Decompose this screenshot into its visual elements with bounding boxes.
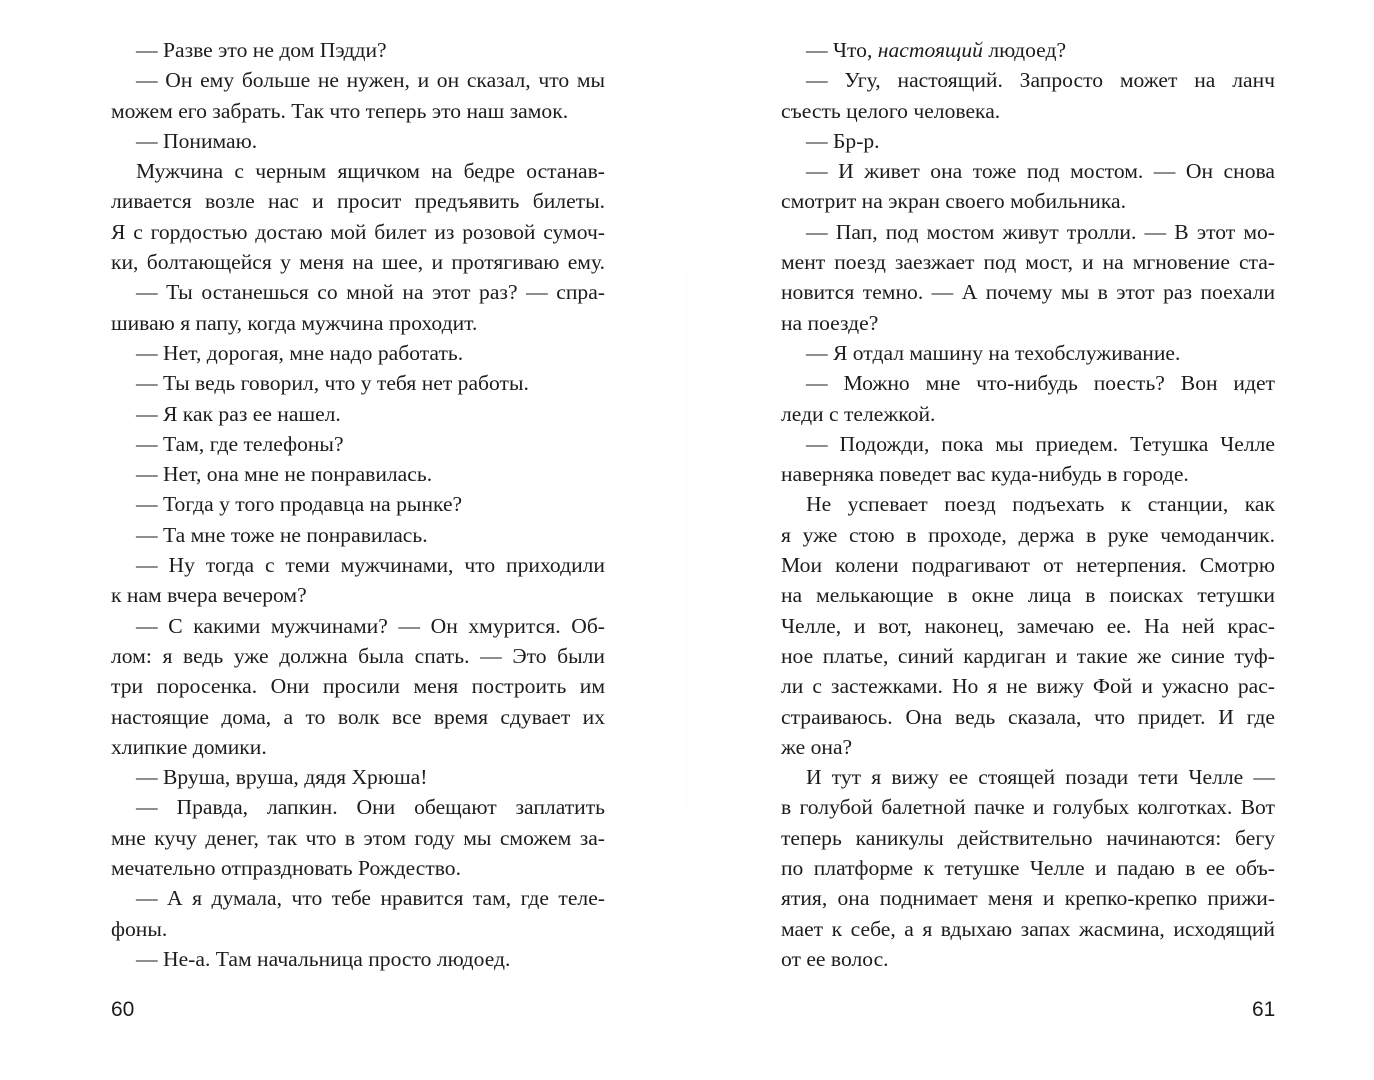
text-line: в голубой балетной пачке и голубых колготках. Вот xyxy=(781,795,1275,820)
text-line: настоящие дома, а то волк все время сдувает их xyxy=(111,704,605,729)
text-line: мечательно отпраздновать Рождество. xyxy=(111,856,462,881)
text-line: три поросенка. Они просили меня построить им xyxy=(111,674,605,699)
text-line xyxy=(781,35,1275,65)
text-line: — Разве это не дом Пэдди? xyxy=(136,38,387,62)
text-line: — Та мне тоже не понравилась. xyxy=(136,522,428,547)
text-line: шиваю я папу, когда мужчина проходит. xyxy=(111,310,478,335)
text-line: — Он ему больше не нужен, и он сказал, что мы xyxy=(136,68,605,93)
text-line: Я с гордостью достаю мой билет из розовой сумоч- xyxy=(111,219,605,244)
text-line: Мои колени подрагивают от нетерпения. Смотрю xyxy=(781,553,1275,578)
text-line: по платформе к тетушке Челле и падаю в ее объ- xyxy=(781,856,1275,881)
text-line: хлипкие домики. xyxy=(111,734,267,759)
text-line: мне кучу денег, так что в этом году мы сможем за- xyxy=(111,825,605,850)
text-line: Не успевает поезд подъехать к станции, как xyxy=(806,492,1275,517)
text-line: ное платье, синий кардиган и такие же синие туф- xyxy=(781,643,1275,668)
text-line: страиваюсь. Она ведь сказала, что придет. И где xyxy=(781,704,1275,729)
text-line: — Ну тогда с теми мужчинами, что приходили xyxy=(136,553,605,578)
text-line: — Пап, под мостом живут тролли. — В этот мо- xyxy=(806,219,1275,244)
text-line: — Я как раз ее нашел. xyxy=(136,401,341,426)
book-gutter xyxy=(686,0,687,1080)
text-line: Мужчина с черным ящичком на бедре останав- xyxy=(136,159,605,184)
text-line: Челле, и вот, наконец, замечаю ее. На ней крас- xyxy=(781,613,1275,638)
text-line: — С какими мужчинами? — Он хмурится. Об- xyxy=(136,613,605,638)
text-line: — Тогда у того продавца на рынке? xyxy=(136,492,463,517)
text-line: же она? xyxy=(781,734,853,759)
text-line: съесть целого человека. xyxy=(781,98,1001,123)
text-line: — Там, где телефоны? xyxy=(136,431,344,456)
text-line: на мелькающие в окне лица в поисках тетушки xyxy=(781,583,1275,608)
text-line: на поезде? xyxy=(781,310,879,335)
text-line: — Нет, она мне не понравилась. xyxy=(136,462,433,487)
text-line: от ее волос. xyxy=(781,946,889,971)
right-page-text xyxy=(781,35,1275,974)
text-line: ки, болтающейся у меня на шее, и протягиваю ему. xyxy=(111,250,605,275)
text-line: леди с тележкой. xyxy=(781,401,936,426)
text-segment: — Что, xyxy=(806,38,878,62)
text-line: — Я отдал машину на техобслуживание. xyxy=(806,340,1181,365)
text-line: — Можно мне что-нибудь поесть? Вон идет xyxy=(806,371,1275,396)
text-line: ливается возле нас и просит предъявить билеты. xyxy=(111,189,605,214)
left-page-text xyxy=(111,35,605,974)
text-line: я уже стою в проходе, держа в руке чемоданчик. xyxy=(781,522,1275,547)
text-line: смотрит на экран своего мобильника. xyxy=(781,189,1126,214)
text-line: — Ты ведь говорил, что у тебя нет работы. xyxy=(136,371,529,396)
text-line: — Угу, настоящий. Запросто может на ланч xyxy=(806,68,1275,93)
text-line: фоны. xyxy=(111,916,168,941)
text-line: — Ты останешься со мной на этот раз? — спра- xyxy=(136,280,605,305)
text-line: — И живет она тоже под мостом. — Он снова xyxy=(806,159,1275,184)
text-line: новится темно. — А почему мы в этот раз поехали xyxy=(781,280,1275,305)
text-line: ли с застежками. Но я не вижу Фой и ужасно рас- xyxy=(781,674,1275,699)
left-page-number: 60 xyxy=(111,998,135,1021)
text-line: — Нет, дорогая, мне надо работать. xyxy=(136,340,464,365)
text-line: теперь каникулы действительно начинаются: бегу xyxy=(781,825,1275,850)
text-line: — Понимаю. xyxy=(136,128,258,153)
text-line: мает к себе, а я вдыхаю запах жасмина, исходящий xyxy=(781,916,1275,941)
text-line: наверняка поведет вас куда-нибудь в городе. xyxy=(781,462,1189,487)
text-line: — Не-а. Там начальница просто людоед. xyxy=(136,946,511,971)
italic-word: настоящий xyxy=(877,38,983,62)
text-line: к нам вчера вечером? xyxy=(111,583,307,608)
text-line: — Бр-р. xyxy=(806,128,880,153)
text-segment: людоед? xyxy=(982,38,1067,62)
text-line: И тут я вижу ее стоящей позади тети Челле — xyxy=(806,765,1275,790)
text-line: — Правда, лапкин. Они обещают заплатить xyxy=(136,795,605,820)
text-line: лом: я ведь уже должна была спать. — Это были xyxy=(111,643,605,668)
text-line: — Подожди, пока мы приедем. Тетушка Челле xyxy=(806,431,1275,456)
text-line: ятия, она поднимает меня и крепко-крепко прижи- xyxy=(781,886,1275,911)
text-line: мент поезд заезжает под мост, и на мгновение ста- xyxy=(781,250,1275,275)
right-page-number: 61 xyxy=(1252,998,1276,1021)
text-line: можем его забрать. Так что теперь это наш замок. xyxy=(111,98,569,123)
text-line: — А я думала, что тебе нравится там, где теле- xyxy=(136,886,605,911)
text-line: — Вруша, вруша, дядя Хрюша! xyxy=(136,765,428,790)
